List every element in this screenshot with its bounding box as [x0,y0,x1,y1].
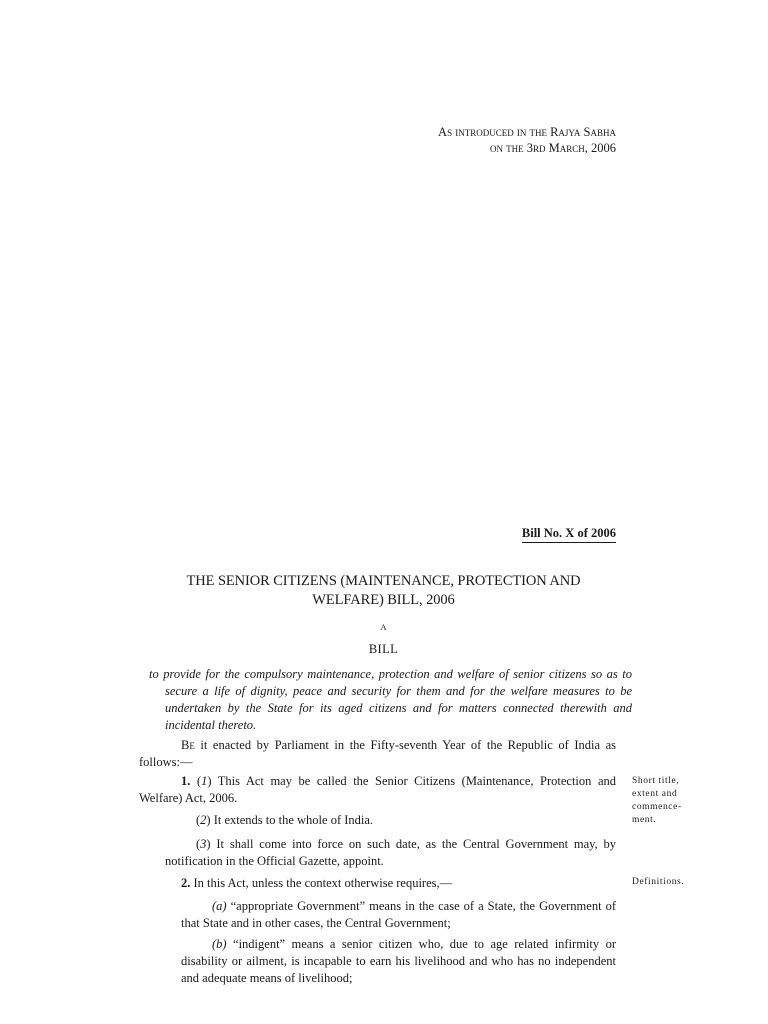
margin-note-line: Short title, [632,776,680,786]
introduction-note [438,124,616,156]
margin-note-short-title [632,775,712,827]
clause-b-text: “indigent” means a senior citizen who, due to age related infirmity or disability or ailment, is incapable to earn his livelihood and who has no independent and adequate means of livelihood; [181,937,616,985]
introduction-line-1: As introduced in the Rajya Sabha [438,125,616,139]
margin-note-line: commence- [632,802,682,812]
margin-note-line: ment. [632,815,657,825]
section-1-sub3-text: ) It shall come into force on such date, as the Central Government may, by notification in the Official Gazette, appoint. [165,837,616,868]
section-1-subsection-1 [139,773,616,807]
section-2-clause-a [181,898,616,932]
section-2-clause-b [181,936,616,987]
enacting-lead-word: Be [181,738,195,752]
bill-title [140,572,627,610]
section-1-subsection-2 [196,812,616,829]
section-1-sub2-open: ( [196,813,201,827]
section-1-sub3-number: 3 [200,837,207,851]
long-title: to provide for the compulsory maintenance, protection and welfare of senior citizens so as to secure a life of dignity, peace and security for them and for the welfare measures to be undertaken by the State for its aged citizens and for matters connected therewith and incidental thereto. [149,667,632,732]
margin-note-line: extent and [632,789,678,799]
bill-title-line-2: WELFARE) BILL, 2006 [312,592,455,608]
bill-title-line-1: THE SENIOR CITIZENS (MAINTENANCE, PROTECTION AND [186,573,581,589]
enacting-text: it enacted by Parliament in the Fifty-seventh Year of the Republic of India as follows:— [139,738,616,769]
enacting-formula [139,737,616,771]
bill-number: Bill No. X of 2006 [522,526,616,543]
section-2-intro-text: In this Act, unless the context otherwise requires,— [190,876,453,890]
section-1-sub1-open: ( [190,774,202,788]
section-1-sub1-number: 1 [201,774,208,788]
section-1-subsection-3 [165,836,616,870]
section-1-sub3-open: ( [196,837,201,851]
section-1-sub2-text: ) It extends to the whole of India. [206,813,374,827]
section-2-intro [181,875,616,892]
section-1-sub2-number: 2 [200,813,207,827]
article-a: A [380,622,387,632]
introduction-line-2: on the 3rd March, 2006 [490,141,616,155]
section-2-number: 2. [181,876,191,890]
clause-a-label: (a) [212,899,227,913]
section-1-number: 1. [181,774,191,788]
clause-a-text: “appropriate Government” means in the case of a State, the Government of that State and in other cases, the Central Government; [181,899,616,930]
section-1-sub1-text: ) This Act may be called the Senior Citizens (Maintenance, Protection and Welfare) Act, 2006. [139,774,616,805]
clause-b-label: (b) [212,937,227,951]
margin-note-definitions: Definitions. [632,877,685,887]
bill-heading: BILL [368,642,399,656]
